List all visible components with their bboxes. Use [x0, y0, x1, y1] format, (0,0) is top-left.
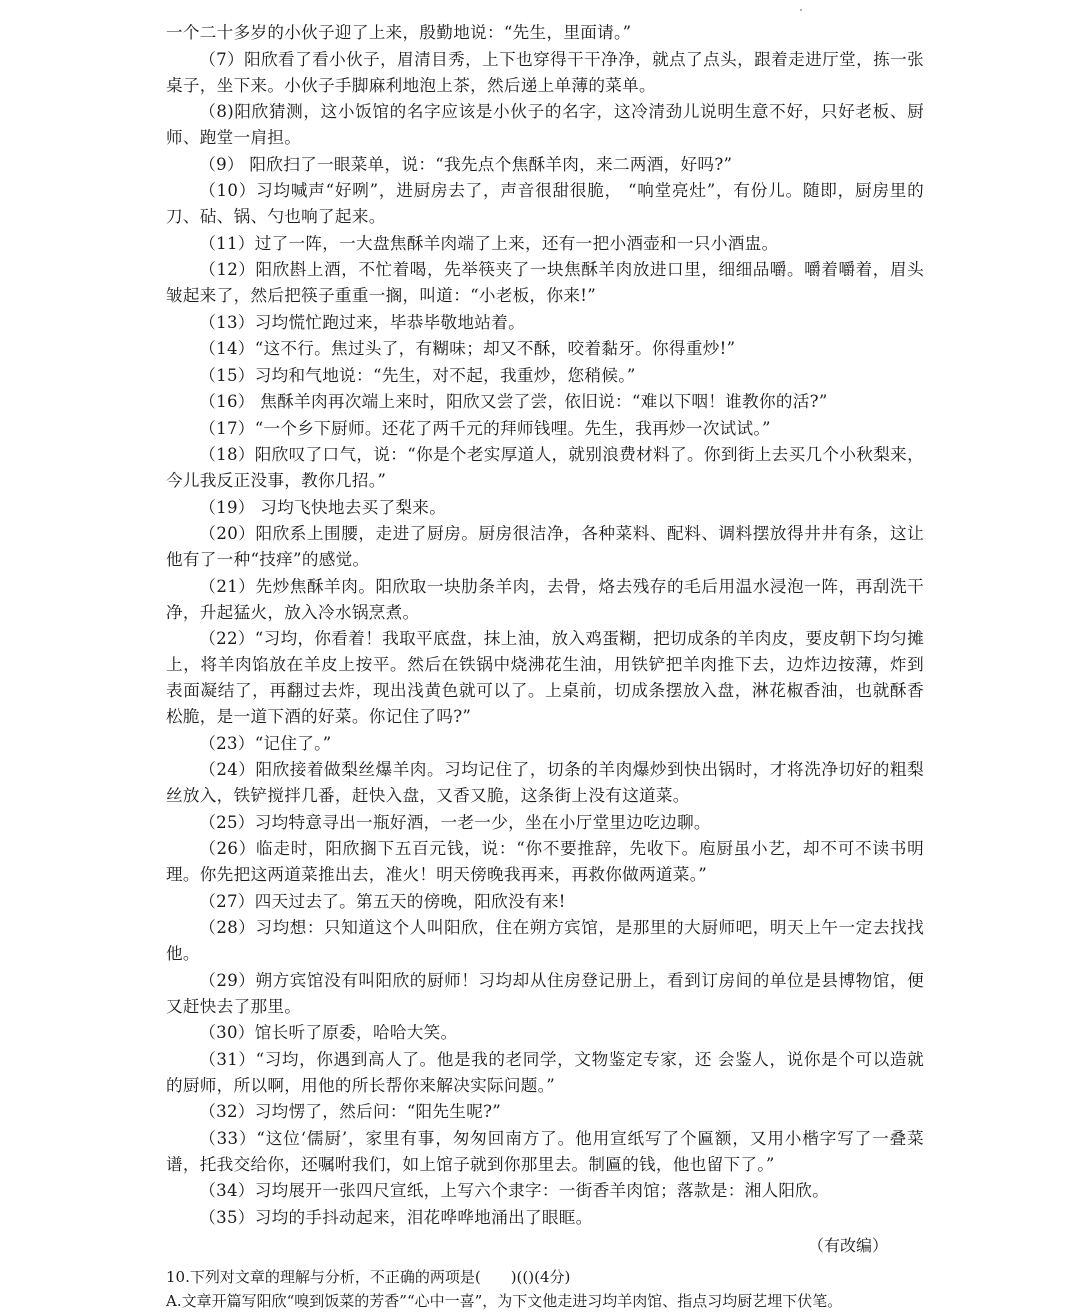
paragraph: （16） 焦酥羊肉再次端上来时，阳欣又尝了尝，依旧说：“难以下咽！谁教你的活?” — [199, 392, 828, 411]
paragraph: （12）阳欣斟上酒，不忙着喝，先举筷夹了一块焦酥羊肉放进口里，细细品嚼。嚼着嚼着，眉头皱起来了，然后把筷子重重一搁，叫道：“小老板，你来!” — [166, 260, 924, 305]
paragraph: （24）阳欣接着做梨丝爆羊肉。习均记住了，切条的羊肉爆炒到快出锅时，才将洗净切好的粗梨丝放入，铁铲搅拌几番，赶快入盘，又香又脆，这条街上没有这道菜。 — [166, 760, 924, 805]
article-body — [166, 20, 924, 1313]
paragraph: （21）先炒焦酥羊肉。阳欣取一块肋条羊肉，去骨，烙去残存的毛后用温水浸泡一阵，再刮洗干净，升起猛火，放入冷水锅烹煮。 — [166, 576, 924, 622]
paragraph: （7）阳欣看了看小伙子，眉清目秀，上下也穿得干干净净，就点了点头，跟着走进厅堂，拣一张桌子，坐下来。小伙子手脚麻利地泡上茶，然后递上单薄的菜单。 — [166, 49, 924, 95]
paragraph: （11）过了一阵，一大盘焦酥羊肉端了上来，还有一把小酒壶和一只小酒盅。 — [199, 233, 779, 253]
source-note: （有改编） — [807, 1235, 888, 1255]
paragraph: （13）习均慌忙跑过来，毕恭毕敬地站着。 — [199, 312, 525, 332]
paragraph: （17）“一个乡下厨师。还花了两千元的拜师钱哩。先生，我再炒一次试试。” — [199, 418, 771, 438]
scan-mark — [800, 9, 802, 11]
paragraph: 一个二十多岁的小伙子迎了上来，殷勤地说：“先生，里面请。” — [166, 23, 632, 42]
paragraph: （25）习均特意寻出一瓶好酒，一老一少，坐在小厅堂里边吃边聊。 — [199, 812, 711, 832]
paragraph: （26）临走时，阳欣搁下五百元钱，说：“你不要推辞，先收下。庖厨虽小艺，却不可不读书明理。你先把这两道菜推出去，准火！明天傍晚我再来，再救你做两道菜。” — [166, 839, 924, 884]
paragraph: （8)阳欣猜测，这小饭馆的名字应该是小伙子的名字，这冷清劲儿说明生意不好，只好老板、厨师、跑堂一肩担。 — [166, 102, 924, 147]
paragraph: （32）习均愣了，然后问：“阳先生呢?” — [199, 1102, 502, 1121]
paragraph: （31）“习均，你遇到高人了。他是我的老同学，文物鉴定专家，还 会鉴人，说你是个可以造就的厨师，所以啊，用他的所长帮你来解决实际问题。” — [166, 1049, 924, 1095]
paragraph: （14）“这不行。焦过头了，有糊味；却又不酥，咬着黏牙。你得重炒!” — [199, 339, 736, 358]
question-option-a: A.文章开篇写阳欣“嗅到饭菜的芳香”“心中一喜”，为下文他走进习均羊肉馆、指点习均厨艺埋下伏笔。 — [166, 1291, 843, 1310]
paragraph: （15）习均和气地说：“先生，对不起，我重炒，您稍候。” — [199, 365, 636, 385]
paragraph: （28）习均想：只知道这个人叫阳欣，住在朔方宾馆，是那里的大厨师吧，明天上午一定去找找他。 — [166, 918, 924, 963]
paragraph: （22）“习均，你看着！我取平底盘，抹上油，放入鸡蛋糊，把切成条的羊肉皮，要皮朝下均匀摊上，将羊肉馅放在羊皮上按平。然后在铁锅中烧沸花生油，用铁铲把羊肉推下去，边炸边按薄，炸到表面凝结了，再翻过去炸，现出浅黄色就可以了。上桌前，切成条摆放入盘，淋花椒香油，也就酥香松脆，是一道下酒的好菜。你记住了吗?” — [166, 629, 924, 726]
paragraph: （9） 阳欣扫了一眼菜单，说：“我先点个焦酥羊肉，来二两酒，好吗?” — [199, 154, 733, 174]
question-stem: 10.下列对文章的理解与分析，不正确的两项是( )(()(4分) — [166, 1267, 571, 1286]
paragraph: （20）阳欣系上围腰，走进了厨房。厨房很洁净，各种菜料、配料、调料摆放得井井有条，这让他有了一种“技痒”的感觉。 — [166, 524, 924, 569]
paragraph: （10）习均喊声“好咧”，进厨房去了，声音很甜很脆， “响堂亮灶”，有份儿。随即，厨房里的刀、砧、锅、勺也响了起来。 — [166, 181, 924, 226]
paragraph: （29）朔方宾馆没有叫阳欣的厨师！习均却从住房登记册上，看到订房间的单位是县博物馆，便又赶快去了那里。 — [166, 970, 924, 1016]
paragraph: （23）“记住了。” — [199, 733, 332, 753]
paragraph: （27）四天过去了。第五天的傍晚，阳欣没有来! — [199, 891, 566, 911]
paragraph: （19） 习均飞快地去买了梨来。 — [199, 497, 447, 517]
paragraph: （34）习均展开一张四尺宣纸，上写六个隶字：一街香羊肉馆；落款是：湘人阳欣。 — [199, 1181, 830, 1200]
paragraph: （33）“这位‘儒厨’，家里有事，匆匆回南方了。他用宣纸写了个匾额，又用小楷字写了一叠菜谱，托我交给你，还嘱咐我们，如上馆子就到你那里去。制匾的钱，他也留下了。” — [166, 1128, 924, 1174]
paragraph: （35）习均的手抖动起来，泪花哗哗地涌出了眼眶。 — [199, 1207, 593, 1227]
paragraph: （30）馆长听了原委，哈哈大笑。 — [199, 1023, 458, 1042]
paragraph: （18）阳欣叹了口气，说：“你是个老实厚道人，就别浪费材料了。你到街上去买几个小秋梨来，今儿我反正没事，教你几招。” — [166, 445, 924, 490]
